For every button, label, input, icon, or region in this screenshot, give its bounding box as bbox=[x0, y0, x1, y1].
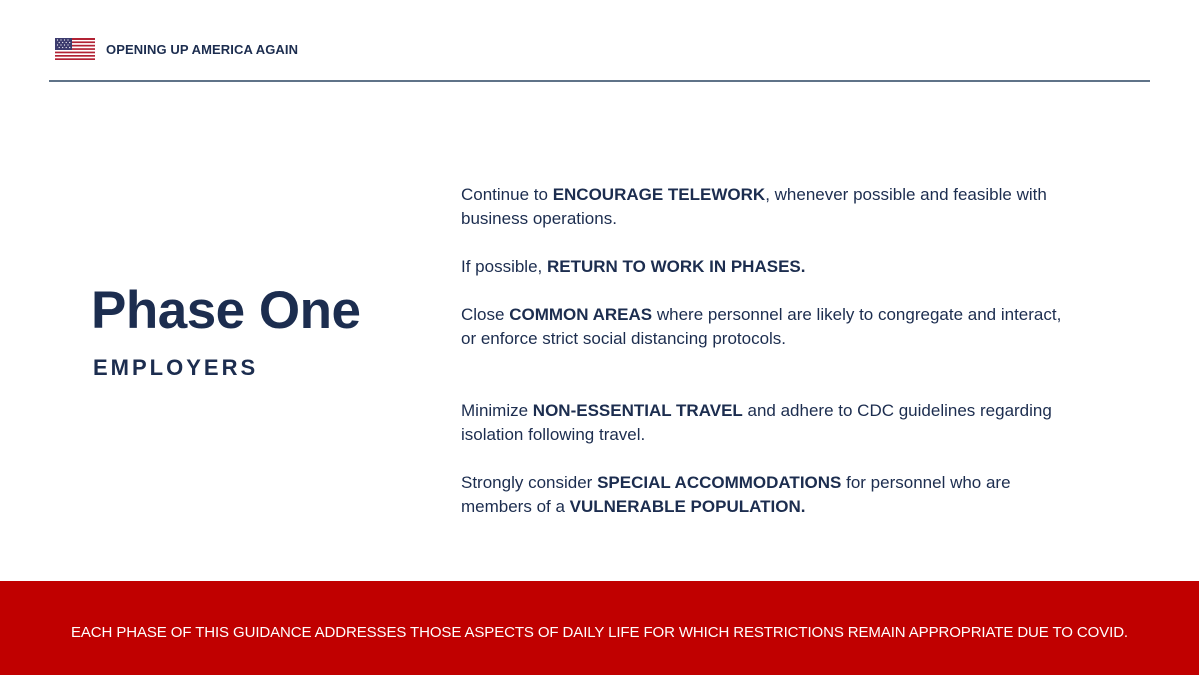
guideline-emphasis: RETURN TO WORK IN PHASES. bbox=[547, 257, 806, 276]
guideline-text: for personnel who are bbox=[841, 473, 1011, 492]
guideline-emphasis: ENCOURAGE TELEWORK bbox=[552, 185, 766, 204]
guideline-text: , whenever possible and feasible with bbox=[765, 185, 1047, 204]
guideline-item bbox=[461, 399, 1141, 447]
guideline-text: Close bbox=[461, 305, 510, 324]
guideline-item bbox=[461, 183, 1141, 231]
guideline-text: members of a bbox=[461, 497, 570, 516]
guideline-emphasis: SPECIAL ACCOMMODATIONS bbox=[597, 473, 842, 492]
header-divider bbox=[49, 80, 1150, 82]
guideline-item bbox=[461, 303, 1141, 351]
header bbox=[55, 37, 298, 61]
guideline-emphasis: VULNERABLE POPULATION. bbox=[569, 497, 806, 516]
guideline-emphasis: COMMON AREAS bbox=[509, 305, 653, 324]
guideline-text: Strongly consider bbox=[461, 473, 598, 492]
guideline-text: where personnel are likely to congregate and interact, bbox=[652, 305, 1062, 324]
guideline-text: Minimize bbox=[461, 401, 533, 420]
guideline-text: isolation following travel. bbox=[461, 425, 646, 444]
guideline-text: Continue to bbox=[461, 185, 553, 204]
us-flag-icon bbox=[55, 38, 95, 60]
phase-title: Phase One bbox=[91, 281, 361, 340]
guideline-text: or enforce strict social distancing protocols. bbox=[461, 329, 787, 348]
guideline-text: If possible, bbox=[461, 257, 547, 276]
footer-text: EACH PHASE OF THIS GUIDANCE ADDRESSES THOSE ASPECTS OF DAILY LIFE FOR WHICH RESTRICTIONS REMAIN APPROPRIATE DUE TO COVID. bbox=[71, 624, 1128, 641]
phase-subtitle: EMPLOYERS bbox=[93, 355, 259, 380]
guideline-emphasis: NON-ESSENTIAL TRAVEL bbox=[532, 401, 743, 420]
guideline-text: business operations. bbox=[461, 209, 617, 228]
guideline-item bbox=[461, 255, 1141, 279]
guideline-item bbox=[461, 471, 1141, 519]
header-title: OPENING UP AMERICA AGAIN bbox=[106, 41, 299, 57]
footer-banner bbox=[0, 581, 1199, 675]
guideline-text: and adhere to CDC guidelines regarding bbox=[742, 401, 1052, 420]
